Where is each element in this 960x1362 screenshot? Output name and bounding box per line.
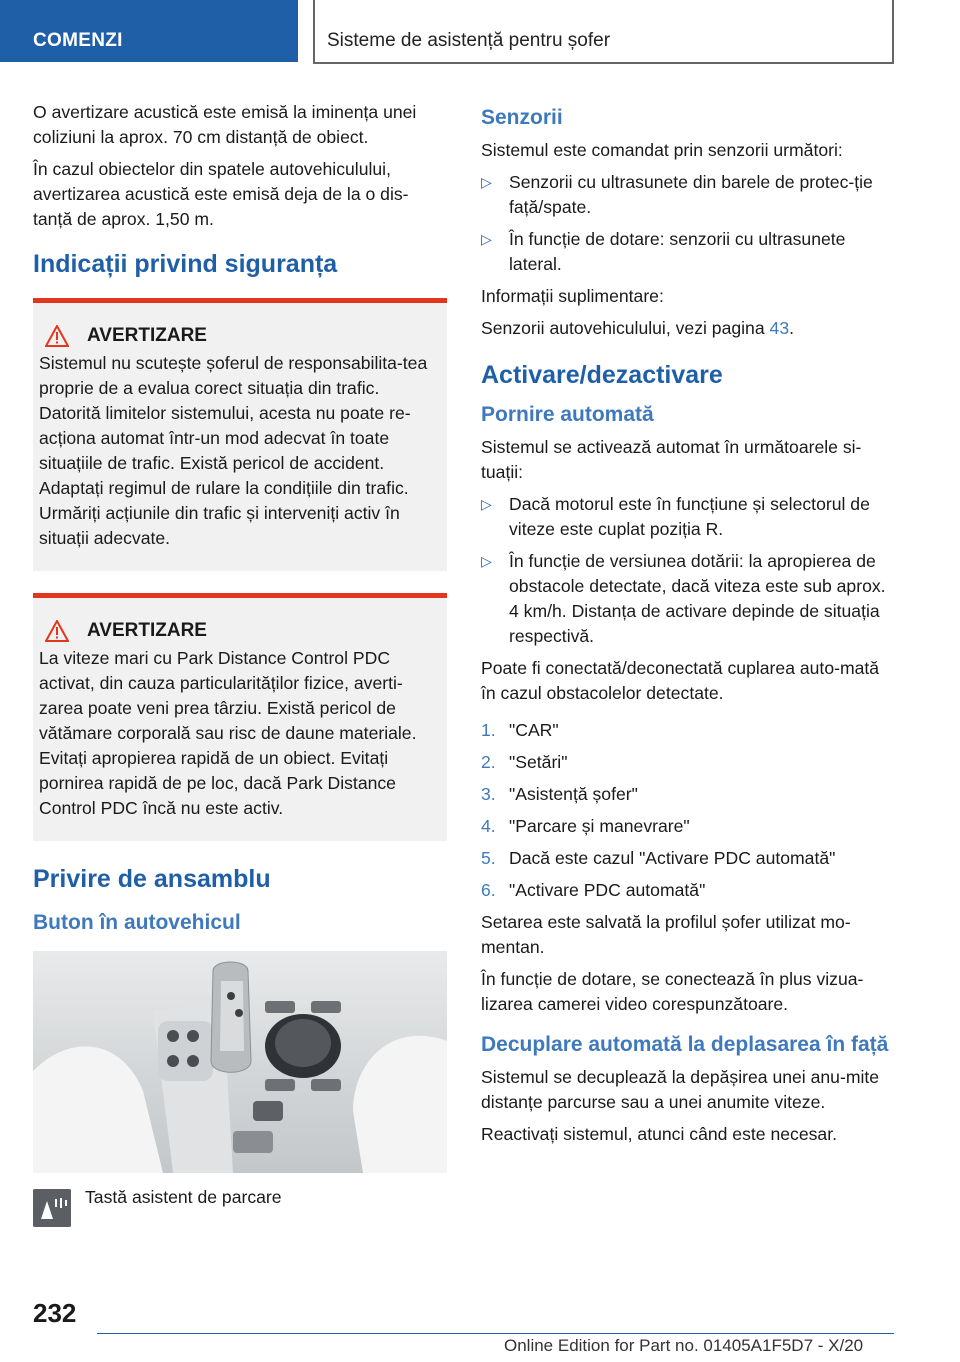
sensors-intro: Sistemul este comandat prin senzorii următori:: [481, 140, 843, 160]
left-column: [33, 100, 447, 1223]
warning-triangle-icon: [45, 620, 69, 642]
warning-title: AVERTIZARE: [87, 620, 207, 641]
reactivate-text: Reactivați sistemul, atunci când este necesar.: [481, 1124, 837, 1144]
step-item: 3. "Asistență șofer": [481, 784, 638, 804]
warning-triangle-icon: [45, 325, 69, 347]
saved-text: Setarea este salvată la profilul șofer utilizat mo-mentan.: [481, 912, 851, 957]
list-item: ▷ În funcție de dotare: senzorii cu ultrasunete lateral.: [481, 229, 846, 274]
park-assist-button-icon: [33, 1189, 71, 1227]
button-heading: Buton în autovehicul: [33, 911, 241, 934]
step-item: 6. "Activare PDC automată": [481, 880, 706, 900]
intro-paragraph: O avertizare acustică este emisă la iminența unei coliziuni la aprox. 70 cm distanță de obiect.: [33, 102, 417, 147]
coupling-text: Poate fi conectată/deconectată cuplarea auto-mată în cazul obstacolelor detectate.: [481, 658, 880, 703]
step-item: 4. "Parcare și manevrare": [481, 816, 690, 836]
chapter-title: Sisteme de asistență pentru șofer: [327, 30, 611, 51]
sensors-heading: Senzorii: [481, 106, 563, 129]
chapter-tab: [313, 0, 894, 64]
info-text: Senzorii autovehiculului, vezi pagina 43.: [481, 318, 794, 338]
section-tab: [0, 0, 298, 62]
triangle-bullet-icon: ▷: [481, 496, 492, 512]
overview-heading: Privire de ansamblu: [33, 865, 271, 893]
page-number: 232: [33, 1298, 77, 1328]
list-item: ▷ Senzorii cu ultrasunete din barele de protec-ție față/spate.: [481, 172, 873, 217]
caption-row: [33, 1185, 447, 1223]
steps-list: [481, 718, 893, 903]
warning-box: [33, 593, 447, 841]
activation-heading: Activare/dezactivare: [481, 361, 723, 389]
safety-heading: Indicații privind siguranța: [33, 250, 338, 278]
triangle-bullet-icon: ▷: [481, 174, 492, 190]
camera-text: În funcție de dotare, se conectează în plus vizua-lizarea camerei video corespunzătoare.: [481, 969, 864, 1014]
page-link[interactable]: 43: [769, 318, 790, 338]
decouple-text: Sistemul se decuplează la depășirea unei anu-mite distanțe parcurse sau a unei anumite viteze.: [481, 1067, 880, 1112]
warning-text: La viteze mari cu Park Distance Control PDC activat, din cauza particularităților fizice, averti-zarea poate veni prea târziu. Există pericol de vătămare corporală sau risc de daune materiale. Evitați apropierea rapidă de un obiect. Evitați pornirea rapidă de pe loc, dacă Park Distance Control PDC încă nu este activ.: [39, 648, 417, 818]
footer-divider: [97, 1333, 894, 1334]
auto-heading: Pornire automată: [481, 403, 654, 426]
warning-box: [33, 298, 447, 571]
triangle-bullet-icon: ▷: [481, 553, 492, 569]
auto-intro: Sistemul se activează automat în următoarele si-tuații:: [481, 437, 862, 482]
auto-list: [481, 492, 893, 649]
list-item: ▷ Dacă motorul este în funcțiune și selectorul de viteze este cuplat poziția R.: [481, 494, 870, 539]
step-item: 5. Dacă este cazul "Activare PDC automată": [481, 848, 836, 868]
list-item: ▷ În funcție de versiunea dotării: la apropierea de obstacole detectate, dacă viteza este sub aprox. 4 km/h. Distanța de activare depinde de situația respectivă.: [481, 551, 886, 646]
step-item: 2. "Setări": [481, 752, 568, 772]
center-console-photo: [33, 951, 447, 1173]
photo-caption: Tastă asistent de parcare: [85, 1187, 282, 1207]
decouple-heading: Decuplare automată la deplasarea în față: [481, 1033, 889, 1056]
triangle-bullet-icon: ▷: [481, 231, 492, 247]
center-console-illustration: [33, 951, 447, 1173]
edition-note: Online Edition for Part no. 01405A1F5D7 - X/20: [504, 1336, 864, 1355]
warning-title: AVERTIZARE: [87, 325, 207, 346]
sensors-list: [481, 170, 893, 277]
warning-text: Sistemul nu scutește șoferul de responsabilita-tea proprie de a evalua corect situația din trafic. Datorită limitelor sistemului, acesta nu poate re-acționa automat într-un mod adecvat în toate situațiile de trafic. Există pericol de accident. Adaptați regimul de rulare la condițiile din trafic. Urmăriți acțiunile din trafic și interveniți activ în situații adecvate.: [39, 353, 428, 548]
info-label: Informații suplimentare:: [481, 286, 664, 306]
right-column: [481, 100, 893, 1154]
step-item: 1. "CAR": [481, 720, 559, 740]
intro-paragraph: În cazul obiectelor din spatele autovehiculului, avertizarea acustică este emisă deja de la o dis-tanță de aprox. 1,50 m.: [33, 159, 409, 229]
section-title: COMENZI: [33, 30, 123, 51]
